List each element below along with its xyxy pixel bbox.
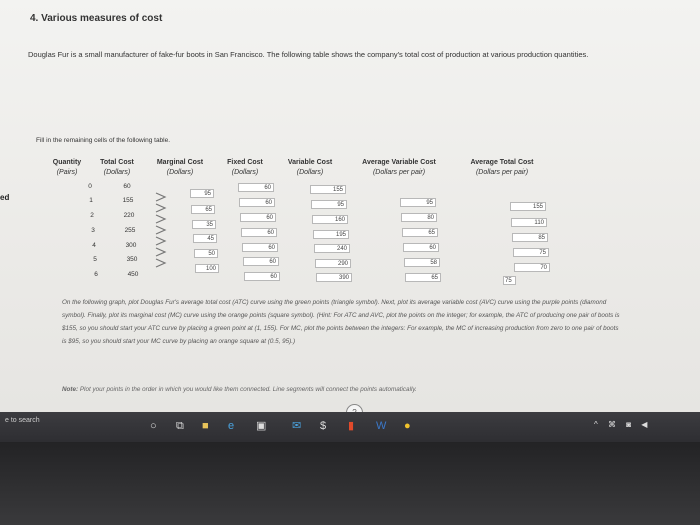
variable-cost-input[interactable]: 155	[310, 185, 346, 194]
avg-total-cost-input[interactable]: 155	[510, 202, 546, 211]
total-cost-cell: 255	[124, 227, 136, 234]
header-title: Total Cost	[100, 159, 134, 166]
marginal-cost-input[interactable]: 95	[190, 189, 214, 198]
header-title: Average Total Cost	[470, 159, 534, 166]
header-title: Marginal Cost	[156, 159, 204, 166]
quantity-cell: 3	[91, 227, 95, 234]
note-label: Note:	[62, 386, 79, 393]
chevron-right-icon	[154, 225, 168, 235]
taskbar	[0, 412, 700, 442]
avg-total-cost-input[interactable]: 70	[514, 263, 550, 272]
avg-variable-cost-input[interactable]: 58	[404, 258, 440, 267]
marginal-cost-input[interactable]: 50	[194, 249, 218, 258]
fixed-cost-input[interactable]: 60	[243, 257, 279, 266]
quantity-cell: 6	[94, 271, 98, 278]
fixed-cost-input[interactable]: 60	[238, 183, 274, 192]
search-box[interactable]: e to search	[5, 417, 40, 424]
header-avg-variable-cost	[348, 158, 450, 178]
chevron-right-icon	[154, 192, 168, 202]
total-cost-cell: 300	[125, 242, 137, 249]
header-marginal-cost	[148, 158, 212, 178]
word-icon[interactable]: W	[376, 420, 387, 432]
avg-total-cost-input[interactable]: 75	[513, 248, 549, 257]
total-cost-cell: 155	[122, 197, 134, 204]
chrome-icon[interactable]: ●	[404, 420, 411, 432]
variable-cost-input[interactable]: 95	[311, 200, 347, 209]
header-title: Fixed Cost	[227, 159, 263, 166]
total-cost-cell: 450	[127, 271, 139, 278]
quantity-cell: 1	[89, 197, 93, 204]
avg-total-cost-input[interactable]: 75	[503, 276, 516, 285]
mail-icon[interactable]: ✉	[292, 420, 302, 432]
chevron-right-icon	[154, 247, 168, 257]
fixed-cost-input[interactable]: 60	[239, 198, 275, 207]
marginal-cost-input[interactable]: 35	[192, 220, 216, 229]
fixed-cost-input[interactable]: 60	[240, 213, 276, 222]
marginal-cost-input[interactable]: 65	[191, 205, 215, 214]
avg-variable-cost-input[interactable]: 80	[401, 213, 437, 222]
header-total-cost	[92, 158, 142, 178]
avg-total-cost-input[interactable]: 110	[511, 218, 547, 227]
left-edge-text: ed	[0, 193, 10, 202]
desk-surface	[0, 442, 700, 525]
header-avg-total-cost	[456, 158, 548, 178]
file-explorer-icon[interactable]: ■	[202, 420, 209, 432]
header-unit: (Dollars per pair)	[372, 169, 426, 176]
header-title: Variable Cost	[287, 159, 333, 166]
header-fixed-cost	[218, 158, 272, 178]
variable-cost-input[interactable]: 160	[312, 215, 348, 224]
variable-cost-input[interactable]: 290	[315, 259, 351, 268]
office-icon[interactable]: ▮	[348, 420, 355, 432]
variable-cost-input[interactable]: 195	[313, 230, 349, 239]
total-cost-cell: 60	[123, 183, 131, 190]
header-title: Quantity	[52, 159, 82, 166]
section-title: 4. Various measures of cost	[30, 13, 163, 24]
avg-variable-cost-input[interactable]: 60	[403, 243, 439, 252]
intro-text: Douglas Fur is a small manufacturer of fake-fur boots in San Francisco. The following table shows the company's total cost of production at various production quantities.	[28, 50, 589, 59]
header-unit: (Dollars)	[296, 169, 324, 176]
fixed-cost-input[interactable]: 60	[241, 228, 277, 237]
header-unit: (Dollars per pair)	[475, 169, 529, 176]
chevron-right-icon	[154, 214, 168, 224]
variable-cost-input[interactable]: 240	[314, 244, 350, 253]
header-unit: (Dollars)	[103, 169, 131, 176]
avg-variable-cost-input[interactable]: 65	[405, 273, 441, 282]
fixed-cost-input[interactable]: 60	[242, 243, 278, 252]
note-text: Plot your points in the order in which you would like them connected. Line segments will connect the points automatically.	[79, 386, 417, 393]
header-unit: (Dollars)	[166, 169, 194, 176]
header-title: Average Variable Cost	[362, 159, 436, 166]
chevron-right-icon	[154, 258, 168, 268]
edge-icon[interactable]: e	[228, 420, 235, 432]
header-unit: (Dollars)	[231, 169, 259, 176]
cortana-icon[interactable]: ○	[150, 420, 157, 432]
quantity-cell: 2	[90, 212, 94, 219]
total-cost-cell: 220	[123, 212, 135, 219]
fixed-cost-input[interactable]: 60	[244, 272, 280, 281]
marginal-cost-input[interactable]: 100	[195, 264, 219, 273]
header-unit: (Pairs)	[56, 169, 78, 176]
header-variable-cost	[278, 158, 342, 178]
system-tray[interactable]: ^ ⌘ ◙ ◀	[594, 420, 652, 429]
chevron-right-icon	[154, 203, 168, 213]
avg-variable-cost-input[interactable]: 95	[400, 198, 436, 207]
marginal-cost-input[interactable]: 45	[193, 234, 217, 243]
note	[62, 386, 417, 393]
dollar-icon[interactable]: $	[320, 420, 327, 432]
avg-variable-cost-input[interactable]: 65	[402, 228, 438, 237]
total-cost-cell: 350	[126, 256, 138, 263]
quantity-cell: 5	[93, 256, 97, 263]
store-icon[interactable]: ▣	[256, 420, 267, 432]
quantity-cell: 4	[92, 242, 96, 249]
task-view-icon[interactable]: ⧉	[176, 420, 184, 432]
avg-total-cost-input[interactable]: 85	[512, 233, 548, 242]
graph-instructions: On the following graph, plot Douglas Fur's average total cost (ATC) curve using the green points (triangle symbol). Next, plot its average variable cost (AVC) curve using the purple points (diamond symbol). Finally, plot its marginal cost (MC) curve using the orange points (square symbol). (Hint: For ATC and AVC, plot the points on the integer; for example, the ATC of producing one pair of boots is $155, so you should start your ATC curve by placing a green point at (1, 155). For MC, plot the points between the integers: For example, the MC of increasing production from zero to one pair of boots is $95, so you should start your MC curve by placing an orange square at (0.5, 95).)	[62, 299, 620, 345]
quantity-cell: 0	[88, 183, 92, 190]
chevron-right-icon	[154, 236, 168, 246]
header-quantity	[42, 158, 92, 178]
fill-prompt: Fill in the remaining cells of the following table.	[36, 137, 171, 144]
variable-cost-input[interactable]: 390	[316, 273, 352, 282]
